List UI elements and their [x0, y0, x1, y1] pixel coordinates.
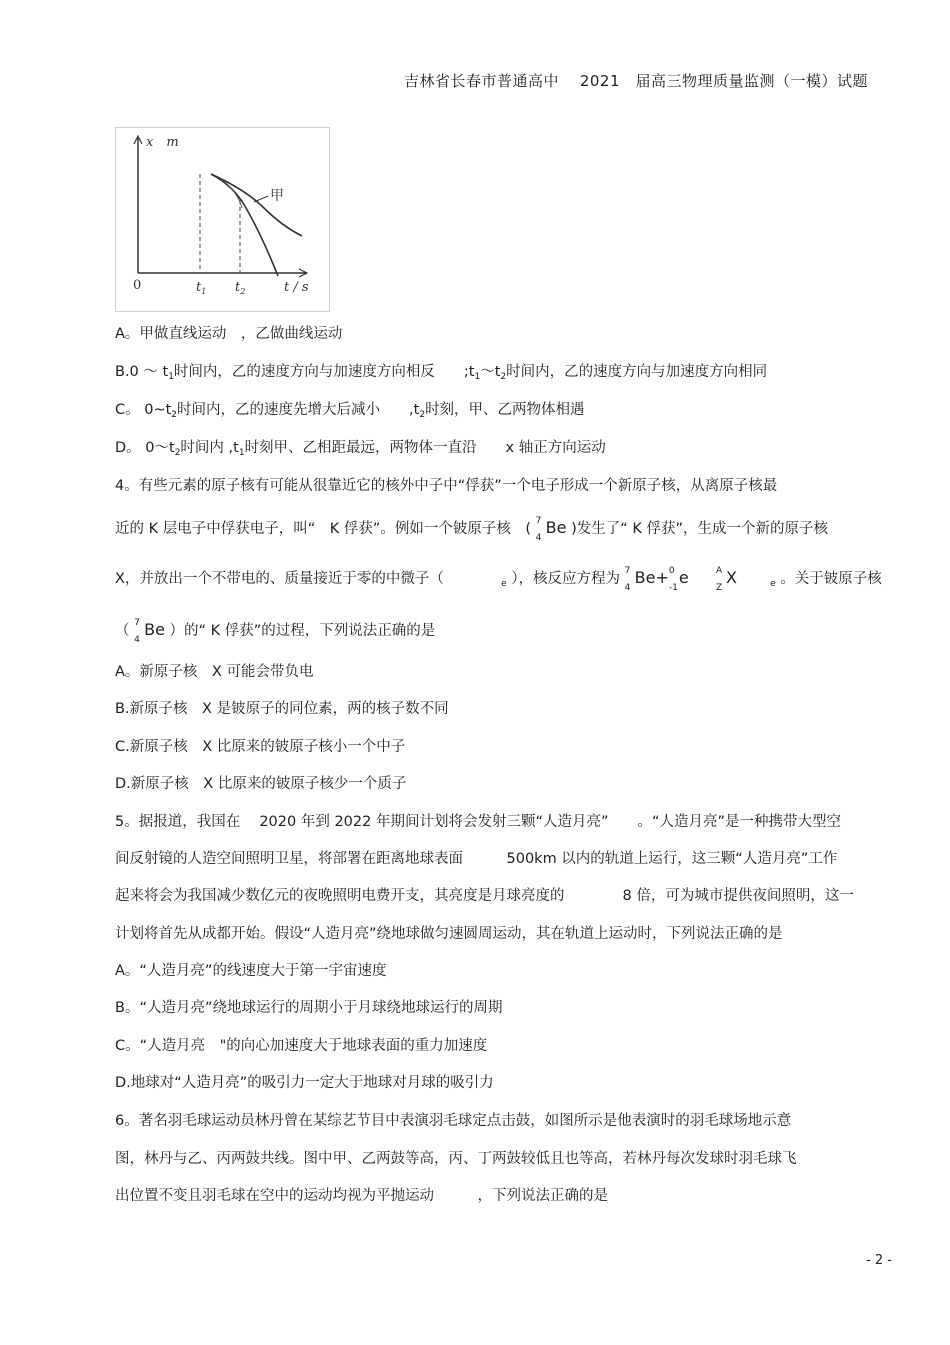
q5-stem-line-3: 起来将会为我国减少数亿元的夜晚照明电费开支，其亮度是月球亮度的 8 倍，可为城市提供夜间照明，这一 [115, 888, 854, 904]
q3-option-c: C。 $0\sim t_2$时间内，乙的速度先增大后减小 $,t_2$时刻，甲、乙两物体相遇 [115, 402, 585, 420]
t2-label: $t_2$ [235, 280, 246, 296]
origin-label: 0 [133, 278, 142, 293]
q6-stem-line-1: 6。著名羽毛球运动员林丹曾在某综艺节目中表演羽毛球定点击鼓，如图所示是他表演时的羽毛球场地示意 [115, 1113, 792, 1129]
q3-option-b: B.0 ～ $t_1$时间内，乙的速度方向与加速度方向相反 $;t_1\sim t_2$时间内，乙的速度方向与加速度方向相同 [115, 364, 768, 382]
q4-stem-line-3: X，并放出一个不带电的、质量接近于零的中微子（ $_e$ ），核反应方程为 7 4 Be+ 0 -1 e A Z X $_e$ 。关于铍原子核 [115, 566, 882, 593]
q5-option-c: C。“人造月亮 "的向心加速度大于地球表面的重力加速度 [115, 1038, 488, 1054]
page-number: - 2 - [866, 1253, 892, 1268]
q4-stem-line-4: （ 7 4 Be ）的“ K 俘获”的过程，下列说法正确的是 [115, 618, 436, 645]
be-nuclide: 7 4 Be [535, 516, 567, 543]
q6-stem-line-2: 图，林丹与乙、丙两鼓共线。图中甲、乙两鼓等高，丙、丁两鼓较低且也等高，若林丹每次发球时羽毛球飞 [115, 1151, 797, 1167]
q4-option-b: B.新原子核 X 是铍原子的同位素，两的核子数不同 [115, 701, 449, 717]
be-nuclide-2: 7 4 Be [134, 618, 165, 645]
q5-option-d: D.地球对“人造月亮”的吸引力一定大于地球对月球的吸引力 [115, 1075, 494, 1091]
q5-option-b: B。“人造月亮”绕地球运行的周期小于月球绕地球运行的周期 [115, 1000, 503, 1016]
equation-x: A Z X [715, 566, 737, 593]
q3-option-d: D。 $0\sim t_2$时间内 $,t_1$时刻甲、乙相距最远，两物体一直沿 x 轴正方向运动 [115, 440, 606, 458]
q4-option-a: A。新原子核 X 可能会带负电 [115, 664, 314, 680]
q6-stem-line-3: 出位置不变且羽毛球在空中的运动均视为平抛运动 ，下列说法正确的是 [115, 1188, 608, 1204]
q4-option-c: C.新原子核 X 比原来的铍原子核小一个中子 [115, 739, 406, 755]
equation-electron: 0 -1 e [668, 566, 689, 593]
q5-option-a: A。“人造月亮”的线速度大于第一宇宙速度 [115, 963, 387, 979]
x-axis-label: t / s [284, 280, 309, 295]
curve-jia-label: 甲 [270, 188, 284, 204]
t1-label: $t_1$ [196, 280, 207, 296]
q4-option-d: D.新原子核 X 比原来的铍原子核少一个质子 [115, 776, 407, 792]
y-axis-label: x m [146, 135, 179, 150]
xt-graph-svg [116, 128, 329, 311]
curve-yi [211, 174, 278, 276]
q4-stem-line-2: 近的 K 层电子中俘获电子，叫“ K 俘获”。例如一个铍原子核 ( 7 4 Be )发生了“ K 俘获”，生成一个新的原子核 [115, 516, 828, 543]
xt-graph-figure [115, 127, 330, 312]
q3-option-a: A。甲做直线运动 ，乙做曲线运动 [115, 326, 343, 342]
page-header: 吉林省长春市普通高中 2021 届高三物理质量监测（一模）试题 [404, 72, 868, 90]
equation-be: 7 4 Be [624, 566, 656, 593]
q4-stem-line-1: 4。有些元素的原子核有可能从很靠近它的核外中子中“俘获”一个电子形成一个新原子核，从离原子核最 [115, 478, 778, 494]
q5-stem-line-2: 间反射镜的人造空间照明卫星，将部署在距离地球表面 500km 以内的轨道上运行，这三颗“人造月亮”工作 [115, 851, 838, 867]
curve-label-leader [254, 196, 268, 202]
q5-stem-line-1: 5。据报道，我国在 2020 年到 2022 年期间计划将会发射三颗“人造月亮” 。“人造月亮”是一种携带大型空 [115, 814, 842, 830]
q5-stem-line-4: 计划将首先从成都开始。假设“人造月亮”绕地球做匀速圆周运动，其在轨道上运动时，下列说法正确的是 [115, 926, 783, 942]
